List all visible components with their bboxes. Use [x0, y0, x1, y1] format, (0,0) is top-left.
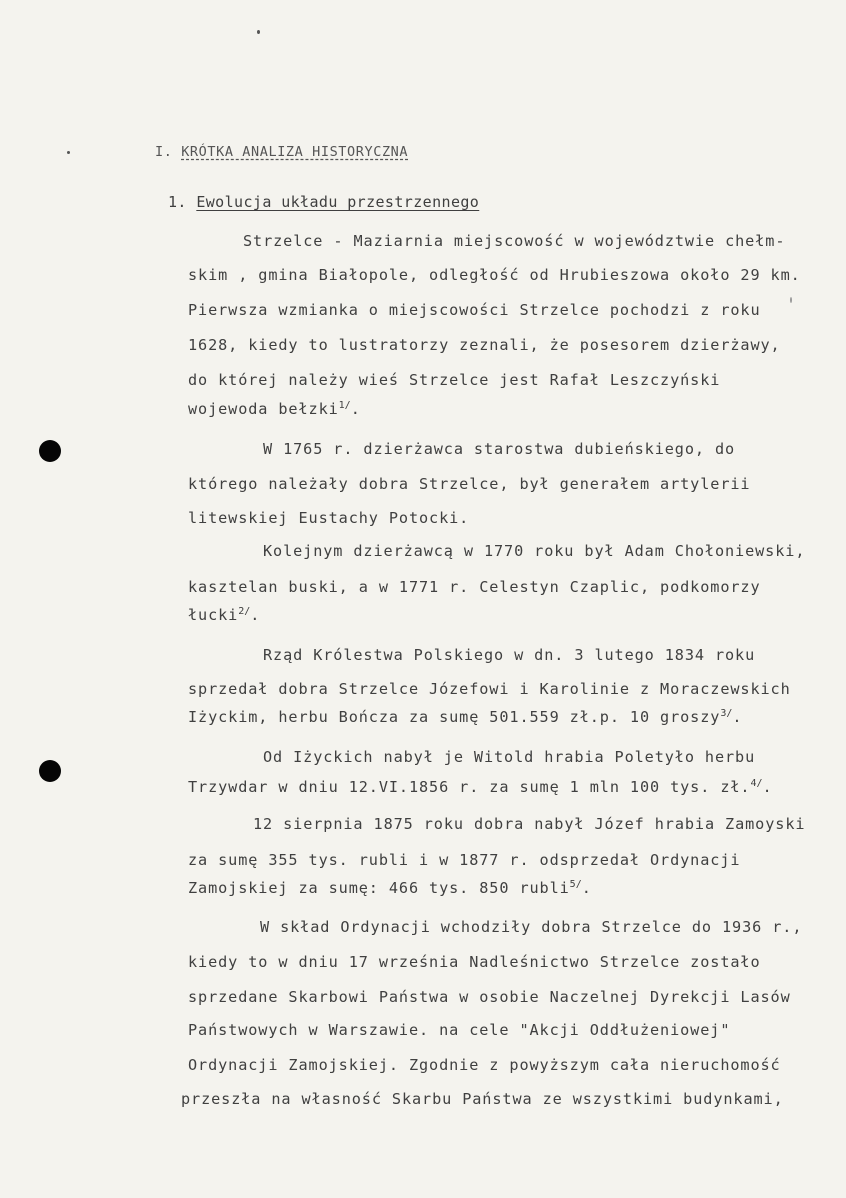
text-line: wojewoda bełzki$^{1/}$.	[188, 400, 361, 418]
text-line: łucki$^{2/}$.	[188, 606, 261, 624]
text-line: którego należały dobra Strzelce, był generałem artylerii	[188, 475, 751, 493]
section-number: I.	[155, 144, 173, 160]
text-line: Zamojskiej za sumę: 466 tys. 850 rubli$^{5/}$.	[188, 879, 592, 897]
text-line: Pierwsza wzmianka o miejscowości Strzelce pochodzi z roku	[188, 301, 761, 319]
text-line: Trzywdar w dniu 12.VI.1856 r. za sumę 1 mln 100 tys. zł.$^{4/}$.	[188, 778, 773, 796]
text-line: Iżyckim, herbu Bończa za sumę 501.559 zł.p. 10 groszy$^{3/}$.	[188, 708, 743, 726]
text-line: Strzelce - Maziarnia miejscowość w województwie chełm-	[243, 232, 786, 250]
paper-speck	[67, 151, 70, 154]
subsection-number: 1.	[168, 193, 187, 211]
text-line: sprzedane Skarbowi Państwa w osobie Naczelnej Dyrekcji Lasów	[188, 988, 791, 1006]
text-line: W 1765 r. dzierżawca starostwa dubieńskiego, do	[263, 440, 736, 458]
subsection-title: Ewolucja układu przestrzennego	[196, 193, 480, 211]
subsection-heading	[168, 193, 479, 211]
text-line: Kolejnym dzierżawcą w 1770 roku był Adam Chołoniewski,	[263, 542, 806, 560]
text-line: sprzedał dobra Strzelce Józefowi i Karolinie z Moraczewskich	[188, 680, 791, 698]
text-line: Od Iżyckich nabył je Witold hrabia Poletyło herbu	[263, 748, 756, 766]
text-line: skim , gmina Białopole, odległość od Hrubieszowa około 29 km.	[188, 266, 801, 284]
text-line: Państwowych w Warszawie. na cele "Akcji Oddłużeniowej"	[188, 1021, 731, 1039]
paper-speck	[790, 297, 792, 303]
section-title: KRÓTKA ANALIZA HISTORYCZNA	[181, 144, 409, 160]
text-line: 12 sierpnia 1875 roku dobra nabył Józef hrabia Zamoyski	[253, 815, 806, 833]
text-line: przeszła na własność Skarbu Państwa ze wszystkimi budynkami,	[181, 1090, 784, 1108]
footnote-ref: 3/	[720, 708, 733, 719]
text-line: W skład Ordynacji wchodziły dobra Strzelce do 1936 r.,	[260, 918, 803, 936]
text-line: za sumę 355 tys. rubli i w 1877 r. odsprzedał Ordynacji	[188, 851, 741, 869]
punch-hole-upper	[39, 440, 61, 462]
text-line: Ordynacji Zamojskiej. Zgodnie z powyższym cała nieruchomość	[188, 1056, 781, 1074]
footnote-ref: 1/	[338, 400, 351, 411]
footnote-ref: 5/	[569, 879, 582, 890]
footnote-ref: 4/	[750, 778, 763, 789]
text-line: 1628, kiedy to lustratorzy zeznali, że posesorem dzierżawy,	[188, 336, 781, 354]
text-line: Rząd Królestwa Polskiego w dn. 3 lutego 1834 roku	[263, 646, 756, 664]
paper-speck	[257, 30, 260, 34]
text-line: kiedy to w dniu 17 września Nadleśnictwo Strzelce zostało	[188, 953, 761, 971]
text-line: do której należy wieś Strzelce jest Rafał Leszczyński	[188, 371, 721, 389]
text-line: litewskiej Eustachy Potocki.	[188, 509, 470, 527]
section-heading	[155, 144, 408, 160]
punch-hole-lower	[39, 760, 61, 782]
footnote-ref: 2/	[238, 606, 251, 617]
text-line: kasztelan buski, a w 1771 r. Celestyn Czaplic, podkomorzy	[188, 578, 761, 596]
